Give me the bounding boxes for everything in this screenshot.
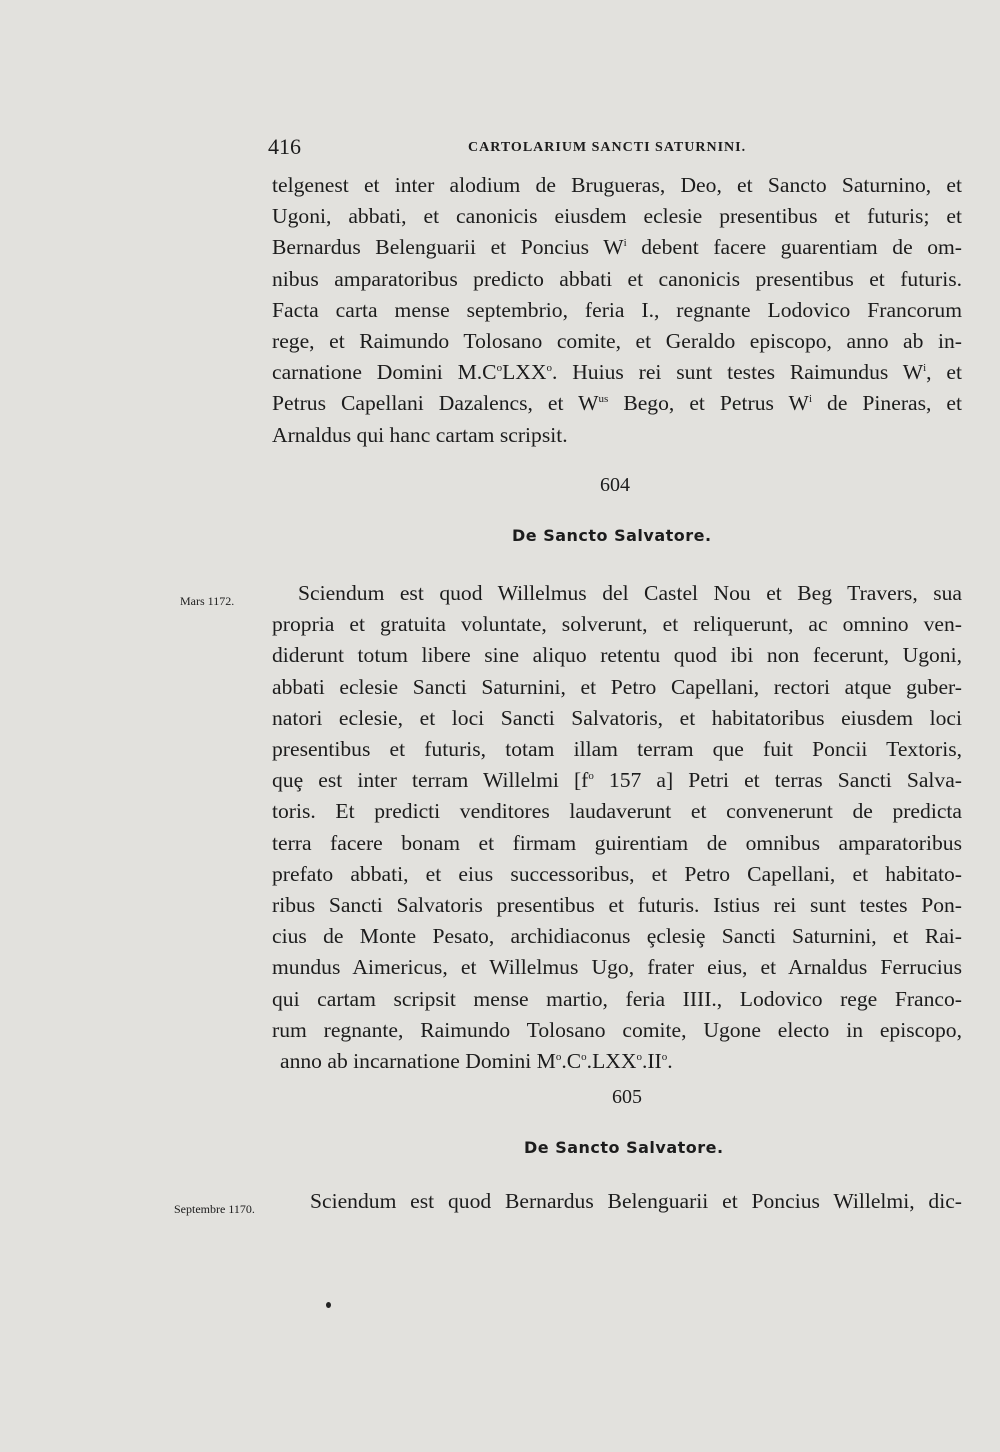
running-title: CARTOLARIUM SANCTI SATURNINI. [468,140,747,155]
text-line: presentibus et futuris, totam illam terram que fuit Poncii Textoris, [272,737,962,762]
text-line: cius de Monte Pesato, archidiaconus ȩclesiȩ Sancti Saturnini, et Rai- [272,924,962,949]
text-line: abbati eclesie Sancti Saturnini, et Petro Capellani, rectori atque guber- [272,674,962,699]
text-line: Petrus Capellani Dazalencs, et $W^{us}$ Bego, et Petrus $W^i$ de Pineras, et [272,391,962,416]
ink-speck [326,1302,331,1308]
text-line: quȩ est inter terram Willelmi [$f^o$ 157 a] Petri et terras Sancti Salva- [272,768,962,793]
text-line: diderunt totum libere sine aliquo retentu quod ibi non fecerunt, Ugoni, [272,643,962,668]
text-line: rum regnante, Raimundo Tolosano comite, Ugone electo in episcopo, [272,1017,962,1042]
text-line: Bernardus Belenguarii et Poncius $W^i$ debent facere guarentiam de om- [272,235,962,260]
charter-number-604: 604 [600,474,630,496]
text-line: carnatione Domini $M.C^oLXX^o$. Huius rei sunt testes Raimundus $W^i$, et [272,360,962,385]
text-line: Sciendum est quod Bernardus Belenguarii et Poncius Willelmi, dic- [310,1189,962,1213]
margin-date-605: Septembre 1170. [174,1202,255,1216]
text-line: terra facere bonam et firmam guirentiam de omnibus amparatoribus [272,830,962,855]
text-line: natori eclesie, et loci Sancti Salvatoris, et habitatoribus eiusdem loci [272,705,962,730]
text-line: ribus Sancti Salvatoris presentibus et futuris. Istius rei sunt testes Pon- [272,893,962,918]
page-header [268,134,748,164]
charter-title-604: De Sancto Salvatore. [512,526,712,545]
charter-605-text [310,1186,962,1217]
text-line: prefato abbati, et eius successoribus, et Petro Capellani, et habitato- [272,861,962,886]
margin-date-604: Mars 1172. [180,594,235,608]
charter-title-605: De Sancto Salvatore. [524,1138,724,1157]
text-line: Arnaldus qui hanc cartam scripsit. [272,422,568,447]
text-line: anno ab incarnatione Domini $M^o.C^o.LXX^o.II^o$. [280,1049,673,1074]
previous-charter-text [272,170,962,451]
text-line: rege, et Raimundo Tolosano comite, et Geraldo episcopo, anno ab in- [272,329,962,354]
charter-604-text [272,578,962,1077]
text-line: qui cartam scripsit mense martio, feria IIII., Lodovico rege Franco- [272,986,962,1011]
text-line: propria et gratuita voluntate, solverunt, et reliquerunt, ac omnino ven- [272,612,962,637]
charter-number-605: 605 [612,1086,642,1108]
text-line: nibus amparatoribus predicto abbati et canonicis presentibus et futuris. [272,266,962,291]
text-line: toris. Et predicti venditores laudaverunt et convenerunt de predicta [272,799,962,824]
text-line: Sciendum est quod Willelmus del Castel Nou et Beg Travers, sua [298,581,962,605]
text-line: Ugoni, abbati, et canonicis eiusdem eclesie presentibus et futuris; et [272,204,962,229]
page-number: 416 [268,134,301,159]
text-line: mundus Aimericus, et Willelmus Ugo, frater eius, et Arnaldus Ferrucius [272,955,962,980]
text-line: Facta carta mense septembrio, feria I., regnante Lodovico Francorum [272,297,962,322]
text-line: telgenest et inter alodium de Brugueras, Deo, et Sancto Saturnino, et [272,173,962,197]
